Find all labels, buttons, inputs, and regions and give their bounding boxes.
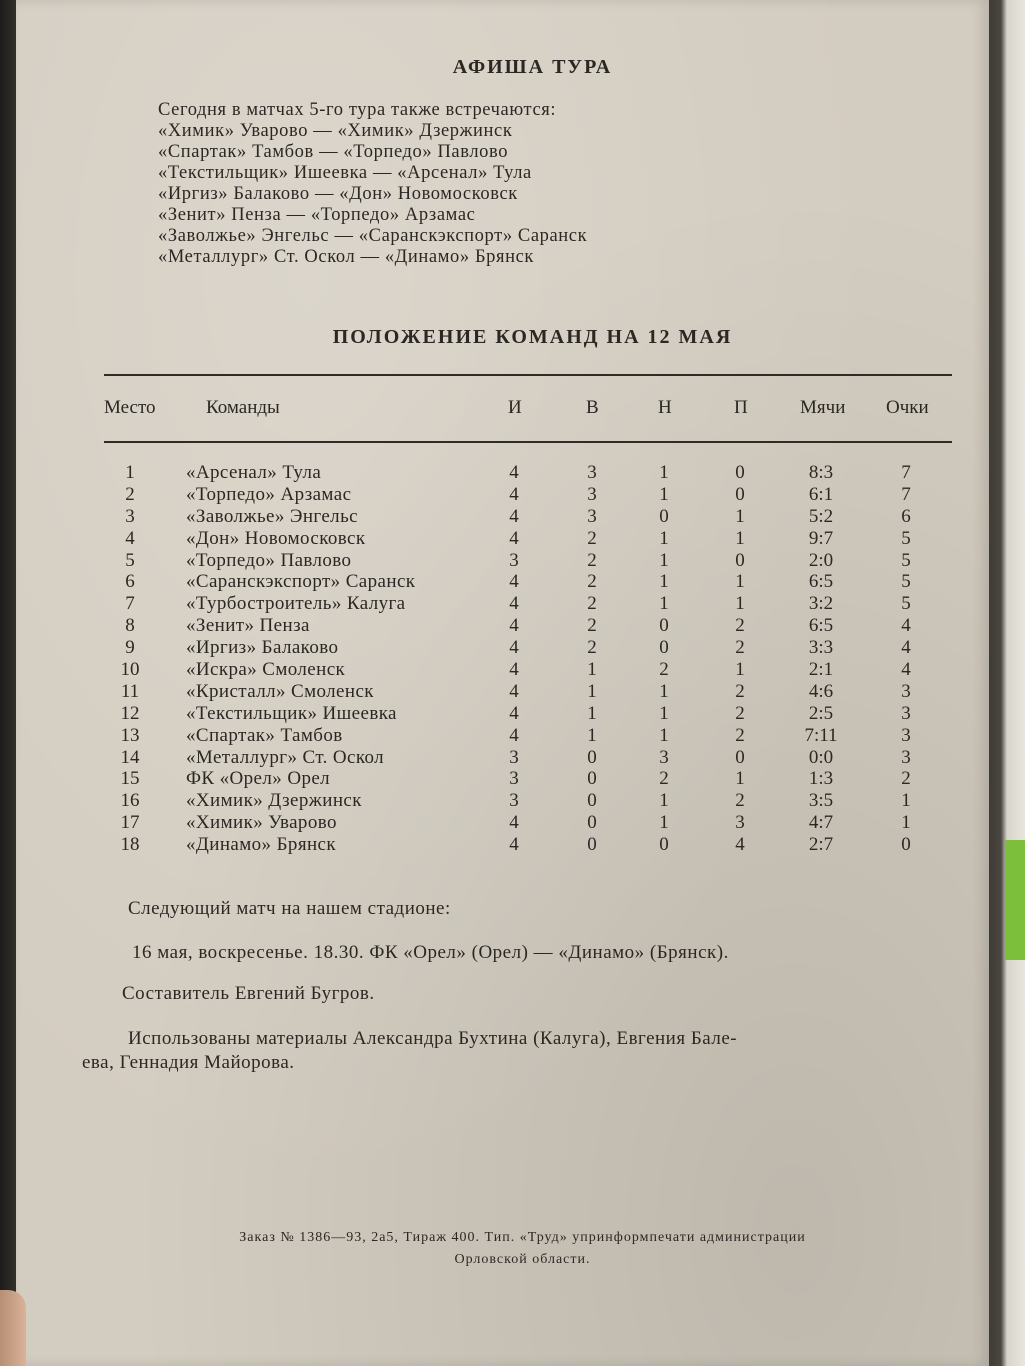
table-row bbox=[16, 593, 989, 615]
compiler-credit: Составитель Евгений Бугров. bbox=[122, 983, 375, 1004]
table-cell-points: 7 bbox=[901, 483, 911, 505]
table-cell-goals: 9:7 bbox=[808, 527, 834, 549]
table-cell-played: 4 bbox=[509, 659, 519, 681]
table-cell-points: 5 bbox=[901, 593, 911, 615]
table-cell-lost: 4 bbox=[735, 834, 745, 856]
table-cell-lost: 0 bbox=[735, 462, 745, 483]
table-cell-goals: 3:2 bbox=[808, 593, 834, 615]
table-cell-drawn: 2 bbox=[659, 768, 669, 790]
table-cell-won: 2 bbox=[587, 549, 597, 571]
table-cell-played: 4 bbox=[509, 834, 519, 856]
table-cell-drawn: 2 bbox=[659, 659, 669, 681]
afisha-match: «Зенит» Пенза — «Торпедо» Арзамас bbox=[158, 205, 476, 225]
table-cell-won: 1 bbox=[587, 724, 597, 746]
afisha-title: АФИША ТУРА bbox=[452, 56, 613, 78]
table-cell-won: 1 bbox=[587, 702, 597, 724]
table-cell-points: 3 bbox=[901, 746, 911, 768]
table-cell-won: 2 bbox=[587, 637, 597, 659]
table-cell-goals: 4:7 bbox=[808, 812, 834, 834]
table-cell-played: 4 bbox=[509, 462, 519, 483]
table-cell-points: 7 bbox=[901, 462, 911, 483]
table-row bbox=[16, 725, 989, 747]
table-cell-goals: 7:11 bbox=[804, 724, 838, 746]
table-cell-goals: 2:5 bbox=[808, 702, 834, 724]
table-cell-won: 0 bbox=[587, 812, 597, 834]
table-cell-place: 3 bbox=[125, 505, 135, 527]
table-cell-played: 4 bbox=[509, 702, 519, 724]
table-cell-played: 4 bbox=[509, 505, 519, 527]
table-cell-points: 4 bbox=[901, 615, 911, 637]
table-cell-place: 16 bbox=[120, 790, 140, 812]
afisha-match: «Химик» Уварово — «Химик» Дзержинск bbox=[158, 121, 513, 141]
table-cell-team: «Динамо» Брянск bbox=[186, 834, 336, 856]
table-cell-place: 8 bbox=[125, 615, 135, 637]
table-cell-place: 1 bbox=[125, 462, 135, 483]
table-cell-points: 5 bbox=[901, 571, 911, 593]
table-cell-won: 2 bbox=[587, 593, 597, 615]
table-cell-team: «Химик» Дзержинск bbox=[186, 790, 362, 812]
table-cell-place: 11 bbox=[120, 680, 140, 702]
header-won: В bbox=[586, 397, 599, 418]
table-cell-played: 4 bbox=[509, 637, 519, 659]
table-cell-points: 1 bbox=[901, 812, 911, 834]
table-cell-drawn: 0 bbox=[659, 834, 669, 856]
table-cell-lost: 2 bbox=[735, 702, 745, 724]
afisha-match: «Заволжье» Энгельс — «Саранскэкспорт» Саранск bbox=[158, 226, 588, 246]
table-cell-drawn: 1 bbox=[659, 702, 669, 724]
table-header-rule bbox=[104, 441, 952, 443]
table-cell-team: «Химик» Уварово bbox=[186, 812, 337, 834]
table-cell-drawn: 0 bbox=[659, 615, 669, 637]
table-cell-drawn: 0 bbox=[659, 505, 669, 527]
table-cell-played: 4 bbox=[509, 593, 519, 615]
standings-table bbox=[16, 462, 989, 856]
table-cell-points: 3 bbox=[901, 702, 911, 724]
afisha-intro-block bbox=[158, 100, 587, 268]
table-cell-lost: 3 bbox=[735, 812, 745, 834]
table-cell-played: 4 bbox=[509, 724, 519, 746]
table-cell-lost: 2 bbox=[735, 790, 745, 812]
table-cell-drawn: 1 bbox=[659, 680, 669, 702]
table-cell-lost: 0 bbox=[735, 549, 745, 571]
table-cell-team: «Заволжье» Энгельс bbox=[186, 505, 358, 527]
table-row bbox=[16, 790, 989, 812]
table-cell-points: 6 bbox=[901, 505, 911, 527]
table-cell-won: 1 bbox=[587, 680, 597, 702]
table-row bbox=[16, 768, 989, 790]
table-cell-points: 3 bbox=[901, 680, 911, 702]
table-cell-goals: 8:3 bbox=[808, 462, 834, 483]
table-cell-goals: 0:0 bbox=[808, 746, 834, 768]
table-cell-team: ФК «Орел» Орел bbox=[186, 768, 331, 790]
table-cell-played: 3 bbox=[509, 768, 519, 790]
table-cell-drawn: 1 bbox=[659, 724, 669, 746]
table-cell-goals: 2:0 bbox=[808, 549, 834, 571]
table-cell-lost: 1 bbox=[735, 659, 745, 681]
table-cell-played: 4 bbox=[509, 680, 519, 702]
table-cell-points: 5 bbox=[901, 549, 911, 571]
table-cell-lost: 0 bbox=[735, 746, 745, 768]
table-cell-drawn: 1 bbox=[659, 483, 669, 505]
table-cell-won: 0 bbox=[587, 834, 597, 856]
table-cell-points: 1 bbox=[901, 790, 911, 812]
header-lost: П bbox=[734, 397, 748, 418]
table-cell-won: 3 bbox=[587, 505, 597, 527]
table-cell-won: 0 bbox=[587, 790, 597, 812]
afisha-match: «Металлург» Ст. Оскол — «Динамо» Брянск bbox=[158, 247, 535, 267]
table-cell-points: 3 bbox=[901, 724, 911, 746]
table-cell-team: «Текстильщик» Ишеевка bbox=[186, 702, 397, 724]
table-cell-played: 4 bbox=[509, 812, 519, 834]
imprint-line1: Заказ № 1386—93, 2а5, Тираж 400. Тип. «Труд» упринформпечати администрации bbox=[239, 1230, 806, 1245]
table-cell-team: «Металлург» Ст. Оскол bbox=[186, 746, 385, 768]
table-cell-drawn: 3 bbox=[659, 746, 669, 768]
table-row bbox=[16, 681, 989, 703]
table-cell-lost: 1 bbox=[735, 505, 745, 527]
imprint-line2: Орловской области. bbox=[454, 1252, 591, 1267]
table-cell-won: 2 bbox=[587, 615, 597, 637]
table-cell-team: «Саранскэкспорт» Саранск bbox=[186, 571, 416, 593]
next-match-label: Следующий матч на нашем стадионе: bbox=[128, 898, 451, 919]
table-row bbox=[16, 550, 989, 572]
table-row bbox=[16, 812, 989, 834]
table-cell-team: «Спартак» Тамбов bbox=[186, 724, 343, 746]
header-points: Очки bbox=[886, 397, 929, 418]
table-cell-drawn: 1 bbox=[659, 462, 669, 483]
table-row bbox=[16, 528, 989, 550]
table-cell-goals: 6:1 bbox=[808, 483, 834, 505]
table-top-rule bbox=[104, 374, 952, 376]
table-cell-goals: 3:3 bbox=[808, 637, 834, 659]
program-page bbox=[16, 0, 989, 1366]
table-cell-lost: 2 bbox=[735, 680, 745, 702]
table-cell-lost: 2 bbox=[735, 615, 745, 637]
header-team: Команды bbox=[206, 397, 280, 418]
table-cell-place: 14 bbox=[120, 746, 140, 768]
table-cell-lost: 1 bbox=[735, 527, 745, 549]
table-cell-goals: 4:6 bbox=[808, 680, 834, 702]
table-cell-team: «Искра» Смоленск bbox=[186, 659, 346, 681]
finger-shadow bbox=[0, 1290, 26, 1366]
table-cell-place: 15 bbox=[120, 768, 140, 790]
table-cell-place: 12 bbox=[120, 702, 140, 724]
table-cell-won: 1 bbox=[587, 659, 597, 681]
table-row bbox=[16, 506, 989, 528]
table-cell-lost: 0 bbox=[735, 483, 745, 505]
table-cell-goals: 6:5 bbox=[808, 615, 834, 637]
table-cell-won: 0 bbox=[587, 746, 597, 768]
table-cell-points: 2 bbox=[901, 768, 911, 790]
standings-title: ПОЛОЖЕНИЕ КОМАНД НА 12 МАЯ bbox=[332, 326, 733, 348]
table-cell-played: 3 bbox=[509, 790, 519, 812]
table-cell-played: 4 bbox=[509, 615, 519, 637]
table-cell-goals: 1:3 bbox=[808, 768, 834, 790]
table-cell-place: 5 bbox=[125, 549, 135, 571]
table-cell-won: 0 bbox=[587, 768, 597, 790]
table-cell-points: 4 bbox=[901, 637, 911, 659]
table-cell-team: «Кристалл» Смоленск bbox=[186, 680, 374, 702]
table-cell-won: 2 bbox=[587, 527, 597, 549]
table-cell-place: 4 bbox=[125, 527, 135, 549]
afisha-match: «Иргиз» Балаково — «Дон» Новомосковск bbox=[158, 184, 518, 204]
table-cell-goals: 3:5 bbox=[808, 790, 834, 812]
table-cell-played: 4 bbox=[509, 527, 519, 549]
table-cell-goals: 5:2 bbox=[808, 505, 834, 527]
table-cell-lost: 1 bbox=[735, 768, 745, 790]
table-row bbox=[16, 834, 989, 856]
table-row bbox=[16, 462, 989, 484]
table-cell-place: 13 bbox=[120, 724, 140, 746]
table-cell-played: 4 bbox=[509, 571, 519, 593]
table-cell-points: 4 bbox=[901, 659, 911, 681]
table-cell-lost: 1 bbox=[735, 593, 745, 615]
table-row bbox=[16, 571, 989, 593]
table-cell-won: 2 bbox=[587, 571, 597, 593]
materials-credit-line2: ева, Геннадия Майорова. bbox=[82, 1052, 295, 1073]
table-cell-team: «Арсенал» Тула bbox=[186, 462, 322, 483]
table-row bbox=[16, 703, 989, 725]
header-place: Место bbox=[104, 397, 156, 418]
table-cell-played: 3 bbox=[509, 746, 519, 768]
table-cell-won: 3 bbox=[587, 483, 597, 505]
header-goals: Мячи bbox=[800, 397, 846, 418]
table-cell-team: «Торпедо» Арзамас bbox=[186, 483, 352, 505]
table-cell-won: 3 bbox=[587, 462, 597, 483]
table-cell-goals: 2:1 bbox=[808, 659, 834, 681]
table-cell-drawn: 1 bbox=[659, 527, 669, 549]
background-right bbox=[985, 0, 1025, 1366]
table-cell-drawn: 1 bbox=[659, 812, 669, 834]
table-cell-lost: 2 bbox=[735, 724, 745, 746]
table-cell-drawn: 1 bbox=[659, 593, 669, 615]
table-cell-drawn: 1 bbox=[659, 549, 669, 571]
table-cell-team: «Зенит» Пенза bbox=[186, 615, 310, 637]
table-cell-goals: 6:5 bbox=[808, 571, 834, 593]
header-drawn: Н bbox=[658, 397, 672, 418]
table-cell-team: «Иргиз» Балаково bbox=[186, 637, 339, 659]
table-row bbox=[16, 615, 989, 637]
table-cell-drawn: 0 bbox=[659, 637, 669, 659]
table-cell-points: 5 bbox=[901, 527, 911, 549]
next-match-text: 16 мая, воскресенье. 18.30. ФК «Орел» (Орел) — «Динамо» (Брянск). bbox=[132, 942, 729, 963]
table-row bbox=[16, 659, 989, 681]
table-cell-drawn: 1 bbox=[659, 571, 669, 593]
table-row bbox=[16, 637, 989, 659]
table-cell-place: 17 bbox=[120, 812, 140, 834]
table-cell-lost: 1 bbox=[735, 571, 745, 593]
table-cell-lost: 2 bbox=[735, 637, 745, 659]
background-green-strip bbox=[1005, 840, 1025, 960]
materials-credit-line1: Использованы материалы Александра Бухтина (Калуга), Евгения Бале- bbox=[128, 1028, 738, 1049]
table-cell-drawn: 1 bbox=[659, 790, 669, 812]
table-cell-place: 10 bbox=[120, 659, 140, 681]
table-cell-place: 18 bbox=[120, 834, 140, 856]
table-cell-place: 7 bbox=[125, 593, 135, 615]
afisha-intro-text: Сегодня в матчах 5-го тура также встречаются: bbox=[158, 100, 557, 120]
header-played: И bbox=[508, 397, 522, 418]
table-cell-place: 6 bbox=[125, 571, 135, 593]
table-cell-team: «Турбостроитель» Калуга bbox=[186, 593, 406, 615]
table-row bbox=[16, 484, 989, 506]
table-cell-goals: 2:7 bbox=[808, 834, 834, 856]
table-cell-place: 2 bbox=[125, 483, 135, 505]
afisha-match: «Спартак» Тамбов — «Торпедо» Павлово bbox=[158, 142, 509, 162]
afisha-match: «Текстильщик» Ишеевка — «Арсенал» Тула bbox=[158, 163, 532, 183]
table-cell-points: 0 bbox=[901, 834, 911, 856]
table-cell-place: 9 bbox=[125, 637, 135, 659]
table-cell-team: «Дон» Новомосковск bbox=[186, 527, 366, 549]
table-cell-team: «Торпедо» Павлово bbox=[186, 549, 352, 571]
table-cell-played: 4 bbox=[509, 483, 519, 505]
table-row bbox=[16, 747, 989, 769]
table-cell-played: 3 bbox=[509, 549, 519, 571]
